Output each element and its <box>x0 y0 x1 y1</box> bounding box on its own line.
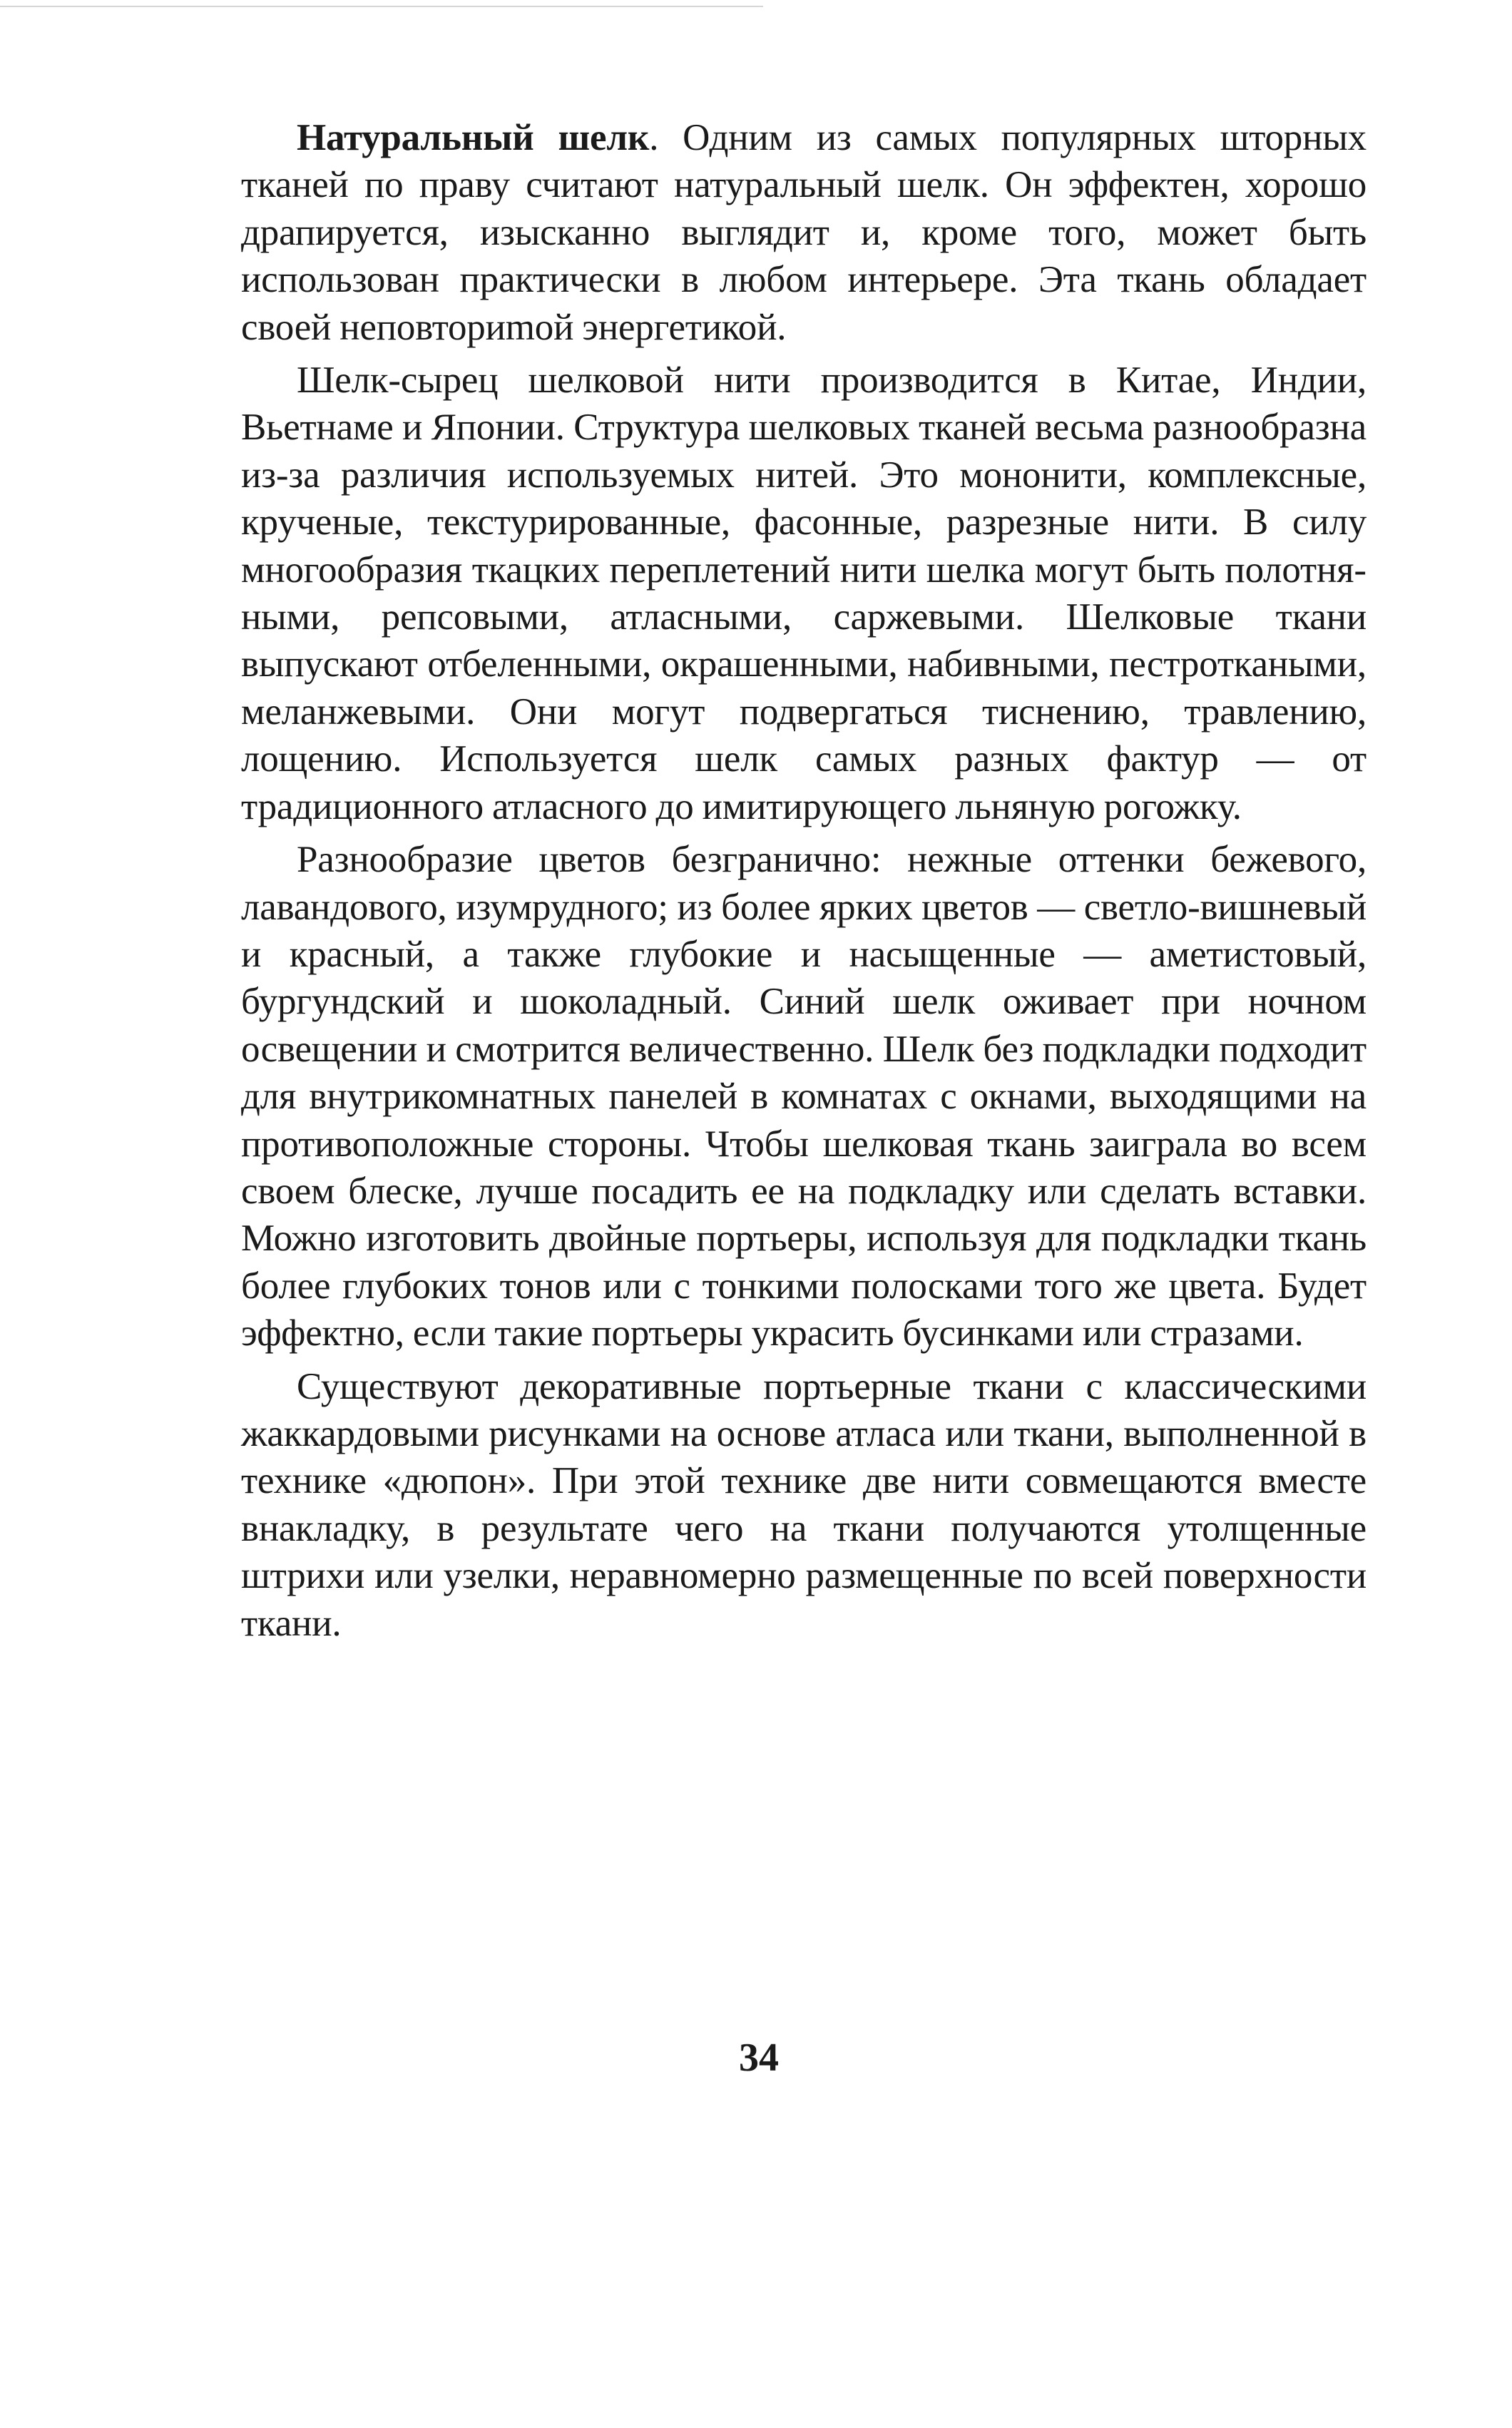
page-number: 34 <box>739 2036 779 2080</box>
paragraph-lead-heading: Натуральный шелк <box>297 117 650 158</box>
top-edge-rule <box>0 6 763 7</box>
paragraph-natural-silk <box>241 114 1367 351</box>
paragraph-decorative-fabrics <box>241 1363 1367 1647</box>
paragraph-text: Существуют декоративные портьерные ткани с классическими жаккардовыми рисунками на основе атласа или ткани, выполненной в технике «дюпон». При этой технике две нити совмещаются вместе внакладку, в результате чего на ткани получаются утолщенные штрихи или узелки, неравномерно размещенные по всей поверхности ткани. <box>241 1365 1367 1644</box>
paragraph-text: Шелк-сырец шелковой нити производится в Китае, Индии, Вьетнаме и Японии. Структура шелковых тканей весьма разнообразна из-за различия используемых нитей. Это мононити, комплексные, крученые, текстурированные, фасонные, разрезные нити. В силу многообразия ткацких переплетений нити шелка могут быть полотняными, репсовыми, атласными, саржевыми. Шелковые ткани выпускают отбеленными, окрашенными, набивными, пестроткаными, меланжевыми. Они могут подвергаться тиснению, травлению, лощению. Используется шелк самых разных фактур — от традиционного атласного до имитирующего льняную рогожку. <box>241 359 1367 827</box>
page-body <box>241 114 1367 1647</box>
paragraph-text: Разнообразие цветов безгранично: нежные оттенки бежевого, лавандового, изумрудного; из более ярких цветов — светло-вишневый и красный, а также глубокие и насыщенные — аметистовый, бургундский и шоколадный. Синий шелк оживает при ночном освещении и смотрится величественно. Шелк без подкладки подходит для внутрикомнатных панелей в комнатах с окнами, выходящими на противоположные стороны. Чтобы шелковая ткань заиграла во всем своем блеске, лучше посадить ее на подкладку или сделать вставки. Можно изготовить двойные портьеры, используя для подкладки ткань более глубоких тонов или с тонкими полосками того же цвета. Будет эффектно, если такие портьеры украсить бусинками или стразами. <box>241 839 1367 1355</box>
paragraph-colors <box>241 836 1367 1357</box>
paragraph-raw-silk <box>241 357 1367 830</box>
paragraph-text: . Одним из самых популярных шторных тканей по праву считают натуральный шелк. Он эффектен, хорошо драпируется, изысканно выглядит и, кроме того, может быть использован практически в любом интерьере. Эта ткань обладает своей неповториmой энергетикой. <box>241 117 1367 348</box>
